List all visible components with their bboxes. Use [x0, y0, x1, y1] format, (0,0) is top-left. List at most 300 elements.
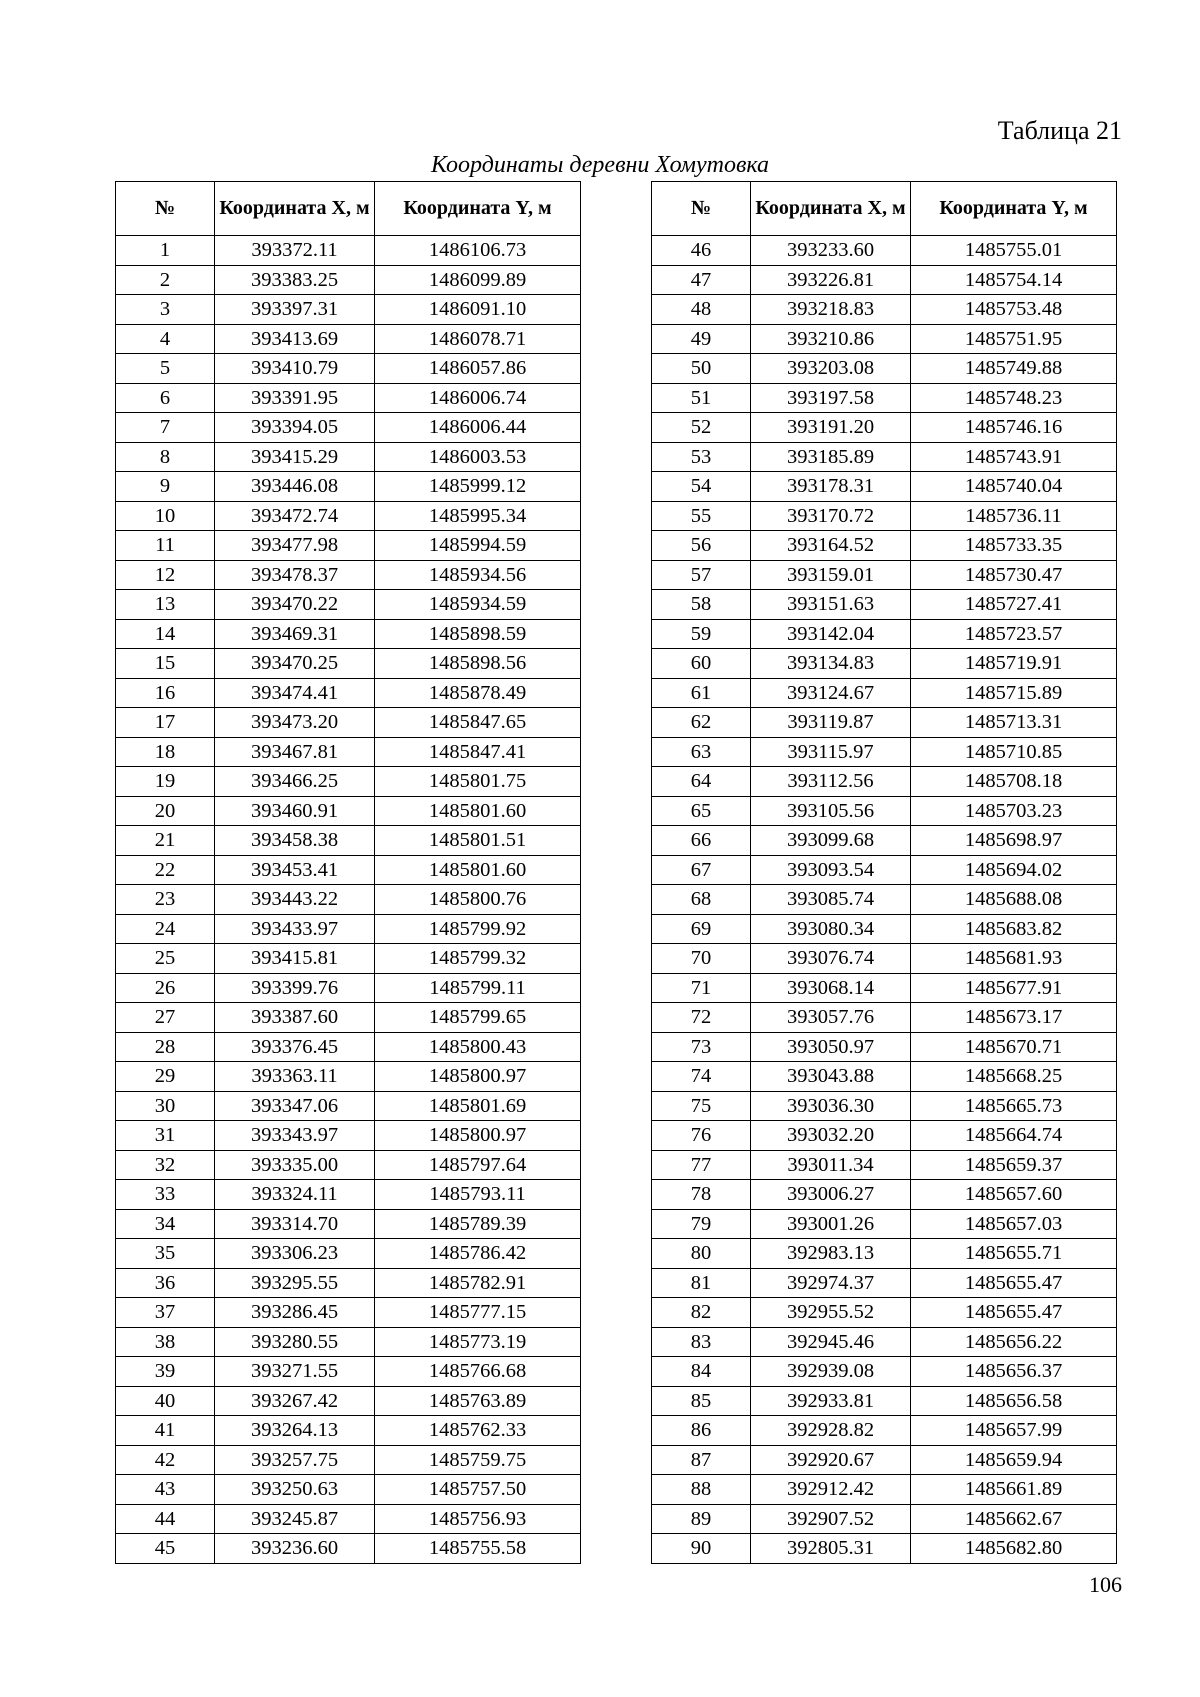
coordinate-y-cell: 1486006.44	[375, 413, 581, 443]
table-row	[116, 1298, 581, 1328]
point-number-cell: 25	[116, 944, 215, 974]
coordinate-y-cell: 1485797.64	[375, 1150, 581, 1180]
point-number-cell: 59	[652, 619, 751, 649]
coordinate-x-cell: 393466.25	[215, 767, 375, 797]
coordinate-y-cell: 1485659.37	[911, 1150, 1117, 1180]
point-number-cell: 66	[652, 826, 751, 856]
coordinate-y-cell: 1485736.11	[911, 501, 1117, 531]
table-row	[116, 1003, 581, 1033]
point-number-cell: 50	[652, 354, 751, 384]
table-row	[652, 767, 1117, 797]
point-number-cell: 36	[116, 1268, 215, 1298]
table-row	[652, 1416, 1117, 1446]
coordinate-x-cell: 393191.20	[751, 413, 911, 443]
point-number-cell: 2	[116, 265, 215, 295]
table-row	[652, 501, 1117, 531]
point-number-cell: 64	[652, 767, 751, 797]
point-number-cell: 48	[652, 295, 751, 325]
point-number-cell: 87	[652, 1445, 751, 1475]
point-number-cell: 43	[116, 1475, 215, 1505]
table-row	[652, 649, 1117, 679]
coordinate-x-cell: 392955.52	[751, 1298, 911, 1328]
point-number-cell: 89	[652, 1504, 751, 1534]
table-header-row	[116, 182, 581, 236]
table-row	[116, 708, 581, 738]
coordinate-y-cell: 1486091.10	[375, 295, 581, 325]
point-number-cell: 44	[116, 1504, 215, 1534]
table-row	[116, 1268, 581, 1298]
table-row	[652, 737, 1117, 767]
table-number: Таблица 21	[997, 116, 1122, 145]
coordinate-x-cell: 393178.31	[751, 472, 911, 502]
coordinate-x-cell: 393399.76	[215, 973, 375, 1003]
coordinate-x-cell: 393250.63	[215, 1475, 375, 1505]
coordinate-x-cell: 393458.38	[215, 826, 375, 856]
coordinate-y-cell: 1485681.93	[911, 944, 1117, 974]
coordinate-y-cell: 1485801.75	[375, 767, 581, 797]
coordinate-x-cell: 393453.41	[215, 855, 375, 885]
coordinate-y-cell: 1485655.71	[911, 1239, 1117, 1269]
point-number-cell: 1	[116, 236, 215, 266]
coordinate-x-cell: 393197.58	[751, 383, 911, 413]
table-row	[116, 1357, 581, 1387]
point-number-cell: 27	[116, 1003, 215, 1033]
coordinate-y-cell: 1485708.18	[911, 767, 1117, 797]
coordinate-x-cell: 393271.55	[215, 1357, 375, 1387]
coordinate-y-cell: 1485763.89	[375, 1386, 581, 1416]
point-number-cell: 47	[652, 265, 751, 295]
coordinate-y-cell: 1485740.04	[911, 472, 1117, 502]
coordinate-x-cell: 393151.63	[751, 590, 911, 620]
coordinate-y-cell: 1485801.69	[375, 1091, 581, 1121]
coordinate-x-cell: 393105.56	[751, 796, 911, 826]
coordinate-y-cell: 1485703.23	[911, 796, 1117, 826]
coordinate-x-cell: 393257.75	[215, 1445, 375, 1475]
table-row	[652, 236, 1117, 266]
coordinate-x-cell: 393267.42	[215, 1386, 375, 1416]
table-row	[652, 590, 1117, 620]
coordinate-y-cell: 1485677.91	[911, 973, 1117, 1003]
coordinate-x-cell: 393218.83	[751, 295, 911, 325]
table-row	[652, 1209, 1117, 1239]
point-number-cell: 16	[116, 678, 215, 708]
coordinate-x-cell: 393473.20	[215, 708, 375, 738]
table-row	[116, 1062, 581, 1092]
point-number-cell: 68	[652, 885, 751, 915]
coordinate-y-cell: 1485934.56	[375, 560, 581, 590]
point-number-cell: 42	[116, 1445, 215, 1475]
point-number-cell: 18	[116, 737, 215, 767]
coordinate-x-cell: 393080.34	[751, 914, 911, 944]
coordinate-y-cell: 1485661.89	[911, 1475, 1117, 1505]
column-header-y: Координата Y, м	[911, 182, 1117, 236]
point-number-cell: 69	[652, 914, 751, 944]
point-number-cell: 53	[652, 442, 751, 472]
coordinate-x-cell: 393050.97	[751, 1032, 911, 1062]
coordinate-y-cell: 1485673.17	[911, 1003, 1117, 1033]
coordinate-y-cell: 1485655.47	[911, 1268, 1117, 1298]
table-row	[652, 1504, 1117, 1534]
table-row	[652, 1003, 1117, 1033]
table-row	[652, 1150, 1117, 1180]
point-number-cell: 52	[652, 413, 751, 443]
point-number-cell: 26	[116, 973, 215, 1003]
coordinate-y-cell: 1485799.65	[375, 1003, 581, 1033]
coordinate-y-cell: 1485999.12	[375, 472, 581, 502]
coordinate-y-cell: 1485773.19	[375, 1327, 581, 1357]
point-number-cell: 38	[116, 1327, 215, 1357]
coordinate-y-cell: 1485777.15	[375, 1298, 581, 1328]
coordinate-x-cell: 393093.54	[751, 855, 911, 885]
coordinate-x-cell: 393134.83	[751, 649, 911, 679]
coordinate-x-cell: 393470.25	[215, 649, 375, 679]
coordinate-y-cell: 1486003.53	[375, 442, 581, 472]
table-row	[116, 265, 581, 295]
table-row	[116, 1091, 581, 1121]
point-number-cell: 35	[116, 1239, 215, 1269]
point-number-cell: 22	[116, 855, 215, 885]
coordinate-x-cell: 393415.29	[215, 442, 375, 472]
coordinate-y-cell: 1485799.11	[375, 973, 581, 1003]
coordinate-x-cell: 393099.68	[751, 826, 911, 856]
table-row	[116, 531, 581, 561]
point-number-cell: 34	[116, 1209, 215, 1239]
point-number-cell: 15	[116, 649, 215, 679]
column-header-number: №	[652, 182, 751, 236]
table-row	[116, 560, 581, 590]
coordinate-x-cell: 393057.76	[751, 1003, 911, 1033]
coordinate-y-cell: 1485655.47	[911, 1298, 1117, 1328]
point-number-cell: 19	[116, 767, 215, 797]
coordinate-y-cell: 1485657.99	[911, 1416, 1117, 1446]
point-number-cell: 71	[652, 973, 751, 1003]
point-number-cell: 31	[116, 1121, 215, 1151]
table-row	[652, 914, 1117, 944]
point-number-cell: 77	[652, 1150, 751, 1180]
table-row	[652, 383, 1117, 413]
coordinate-x-cell: 392939.08	[751, 1357, 911, 1387]
coordinate-x-cell: 393467.81	[215, 737, 375, 767]
coordinate-y-cell: 1485683.82	[911, 914, 1117, 944]
coordinate-y-cell: 1485799.32	[375, 944, 581, 974]
coordinate-x-cell: 393119.87	[751, 708, 911, 738]
table-row	[652, 560, 1117, 590]
table-row	[116, 383, 581, 413]
point-number-cell: 20	[116, 796, 215, 826]
coordinate-x-cell: 393142.04	[751, 619, 911, 649]
table-row	[116, 1121, 581, 1151]
point-number-cell: 56	[652, 531, 751, 561]
coordinate-y-cell: 1485898.59	[375, 619, 581, 649]
coordinate-y-cell: 1485698.97	[911, 826, 1117, 856]
coordinate-x-cell: 393443.22	[215, 885, 375, 915]
coordinates-table-right	[651, 181, 1117, 1564]
coordinate-y-cell: 1485746.16	[911, 413, 1117, 443]
point-number-cell: 55	[652, 501, 751, 531]
table-row	[116, 796, 581, 826]
table-row	[116, 855, 581, 885]
table-row	[116, 649, 581, 679]
coordinate-x-cell: 393391.95	[215, 383, 375, 413]
coordinate-y-cell: 1486057.86	[375, 354, 581, 384]
coordinate-y-cell: 1485682.80	[911, 1534, 1117, 1564]
coordinate-x-cell: 393043.88	[751, 1062, 911, 1092]
table-row	[652, 472, 1117, 502]
page-number: 106	[1089, 1572, 1122, 1597]
table-row	[652, 708, 1117, 738]
coordinate-x-cell: 393170.72	[751, 501, 911, 531]
coordinate-x-cell: 393159.01	[751, 560, 911, 590]
point-number-cell: 37	[116, 1298, 215, 1328]
coordinate-x-cell: 392933.81	[751, 1386, 911, 1416]
coordinate-y-cell: 1485656.37	[911, 1357, 1117, 1387]
coordinate-x-cell: 393343.97	[215, 1121, 375, 1151]
point-number-cell: 10	[116, 501, 215, 531]
point-number-cell: 14	[116, 619, 215, 649]
coordinate-x-cell: 393233.60	[751, 236, 911, 266]
coordinate-y-cell: 1485730.47	[911, 560, 1117, 590]
coordinate-x-cell: 393372.11	[215, 236, 375, 266]
point-number-cell: 12	[116, 560, 215, 590]
coordinate-x-cell: 393460.91	[215, 796, 375, 826]
table-row	[116, 1386, 581, 1416]
table-row	[116, 1209, 581, 1239]
table-row	[652, 1268, 1117, 1298]
coordinate-y-cell: 1485727.41	[911, 590, 1117, 620]
coordinate-x-cell: 393376.45	[215, 1032, 375, 1062]
point-number-cell: 88	[652, 1475, 751, 1505]
coordinate-x-cell: 392805.31	[751, 1534, 911, 1564]
coordinate-y-cell: 1485847.41	[375, 737, 581, 767]
point-number-cell: 58	[652, 590, 751, 620]
coordinate-y-cell: 1485748.23	[911, 383, 1117, 413]
coordinate-x-cell: 393410.79	[215, 354, 375, 384]
table-row	[652, 1475, 1117, 1505]
coordinate-y-cell: 1485800.76	[375, 885, 581, 915]
table-row	[116, 914, 581, 944]
coordinate-y-cell: 1485755.01	[911, 236, 1117, 266]
table-row	[652, 1121, 1117, 1151]
column-header-x: Координата X, м	[751, 182, 911, 236]
coordinate-x-cell: 393011.34	[751, 1150, 911, 1180]
coordinate-y-cell: 1485766.68	[375, 1357, 581, 1387]
point-number-cell: 41	[116, 1416, 215, 1446]
table-row	[652, 1327, 1117, 1357]
coordinate-x-cell: 393415.81	[215, 944, 375, 974]
coordinate-y-cell: 1485664.74	[911, 1121, 1117, 1151]
table-row	[116, 619, 581, 649]
coordinate-y-cell: 1485665.73	[911, 1091, 1117, 1121]
coordinate-x-cell: 392974.37	[751, 1268, 911, 1298]
point-number-cell: 17	[116, 708, 215, 738]
point-number-cell: 33	[116, 1180, 215, 1210]
coordinate-y-cell: 1485719.91	[911, 649, 1117, 679]
point-number-cell: 70	[652, 944, 751, 974]
point-number-cell: 72	[652, 1003, 751, 1033]
table-row	[116, 973, 581, 1003]
point-number-cell: 29	[116, 1062, 215, 1092]
table-row	[116, 1504, 581, 1534]
table-row	[652, 826, 1117, 856]
point-number-cell: 23	[116, 885, 215, 915]
coordinate-y-cell: 1485668.25	[911, 1062, 1117, 1092]
table-row	[652, 1062, 1117, 1092]
point-number-cell: 46	[652, 236, 751, 266]
point-number-cell: 32	[116, 1150, 215, 1180]
coordinate-x-cell: 392945.46	[751, 1327, 911, 1357]
coordinate-y-cell: 1485657.60	[911, 1180, 1117, 1210]
coordinate-x-cell: 393324.11	[215, 1180, 375, 1210]
coordinate-y-cell: 1485995.34	[375, 501, 581, 531]
table-row	[116, 590, 581, 620]
point-number-cell: 6	[116, 383, 215, 413]
coordinate-x-cell: 393001.26	[751, 1209, 911, 1239]
coordinate-y-cell: 1485751.95	[911, 324, 1117, 354]
table-row	[116, 236, 581, 266]
coordinate-x-cell: 393236.60	[215, 1534, 375, 1564]
point-number-cell: 49	[652, 324, 751, 354]
coordinate-x-cell: 393280.55	[215, 1327, 375, 1357]
coordinate-x-cell: 393387.60	[215, 1003, 375, 1033]
coordinate-x-cell: 393264.13	[215, 1416, 375, 1446]
table-row	[652, 354, 1117, 384]
table-row	[116, 1445, 581, 1475]
coordinate-y-cell: 1485800.97	[375, 1062, 581, 1092]
table-row	[652, 796, 1117, 826]
point-number-cell: 60	[652, 649, 751, 679]
point-number-cell: 3	[116, 295, 215, 325]
table-row	[652, 1239, 1117, 1269]
point-number-cell: 40	[116, 1386, 215, 1416]
point-number-cell: 81	[652, 1268, 751, 1298]
table-row	[652, 265, 1117, 295]
table-body-left	[116, 236, 581, 1564]
table-caption: Координаты деревни Хомутовка	[430, 152, 769, 178]
point-number-cell: 5	[116, 354, 215, 384]
coordinate-y-cell: 1485694.02	[911, 855, 1117, 885]
coordinate-x-cell: 393470.22	[215, 590, 375, 620]
coordinate-x-cell: 393032.20	[751, 1121, 911, 1151]
table-row	[652, 1091, 1117, 1121]
coordinate-y-cell: 1485793.11	[375, 1180, 581, 1210]
point-number-cell: 28	[116, 1032, 215, 1062]
coordinate-x-cell: 393112.56	[751, 767, 911, 797]
table-row	[116, 324, 581, 354]
coordinate-x-cell: 393068.14	[751, 973, 911, 1003]
coordinate-x-cell: 392928.82	[751, 1416, 911, 1446]
table-row	[116, 442, 581, 472]
coordinate-x-cell: 393006.27	[751, 1180, 911, 1210]
table-row	[652, 531, 1117, 561]
coordinate-y-cell: 1485715.89	[911, 678, 1117, 708]
table-row	[652, 678, 1117, 708]
coordinate-y-cell: 1485756.93	[375, 1504, 581, 1534]
point-number-cell: 67	[652, 855, 751, 885]
point-number-cell: 45	[116, 1534, 215, 1564]
coordinate-y-cell: 1485801.51	[375, 826, 581, 856]
coordinate-x-cell: 393203.08	[751, 354, 911, 384]
coordinate-x-cell: 393295.55	[215, 1268, 375, 1298]
table-row	[652, 944, 1117, 974]
point-number-cell: 85	[652, 1386, 751, 1416]
point-number-cell: 51	[652, 383, 751, 413]
coordinate-y-cell: 1485749.88	[911, 354, 1117, 384]
table-row	[116, 678, 581, 708]
coordinate-y-cell: 1485713.31	[911, 708, 1117, 738]
coordinate-y-cell: 1485847.65	[375, 708, 581, 738]
column-header-y: Координата Y, м	[375, 182, 581, 236]
point-number-cell: 13	[116, 590, 215, 620]
coordinate-y-cell: 1485799.92	[375, 914, 581, 944]
point-number-cell: 63	[652, 737, 751, 767]
coordinate-x-cell: 393245.87	[215, 1504, 375, 1534]
table-row	[652, 295, 1117, 325]
coordinate-x-cell: 393164.52	[751, 531, 911, 561]
point-number-cell: 73	[652, 1032, 751, 1062]
coordinate-y-cell: 1485670.71	[911, 1032, 1117, 1062]
coordinate-x-cell: 393085.74	[751, 885, 911, 915]
table-row	[652, 1534, 1117, 1564]
table-row	[652, 413, 1117, 443]
coordinate-x-cell: 393185.89	[751, 442, 911, 472]
point-number-cell: 65	[652, 796, 751, 826]
table-row	[652, 1032, 1117, 1062]
coordinate-x-cell: 392912.42	[751, 1475, 911, 1505]
coordinate-y-cell: 1485898.56	[375, 649, 581, 679]
table-row	[116, 1534, 581, 1564]
coordinate-y-cell: 1485800.97	[375, 1121, 581, 1151]
coordinate-y-cell: 1485801.60	[375, 796, 581, 826]
coordinate-x-cell: 392920.67	[751, 1445, 911, 1475]
table-row	[116, 354, 581, 384]
coordinate-x-cell: 393478.37	[215, 560, 375, 590]
coordinate-x-cell: 393363.11	[215, 1062, 375, 1092]
point-number-cell: 11	[116, 531, 215, 561]
coordinate-y-cell: 1485662.67	[911, 1504, 1117, 1534]
coordinate-x-cell: 393394.05	[215, 413, 375, 443]
coordinate-x-cell: 393286.45	[215, 1298, 375, 1328]
point-number-cell: 4	[116, 324, 215, 354]
coordinate-y-cell: 1485759.75	[375, 1445, 581, 1475]
point-number-cell: 80	[652, 1239, 751, 1269]
coordinate-y-cell: 1485688.08	[911, 885, 1117, 915]
coordinate-y-cell: 1485733.35	[911, 531, 1117, 561]
coordinate-x-cell: 393036.30	[751, 1091, 911, 1121]
coordinate-x-cell: 393347.06	[215, 1091, 375, 1121]
coordinate-y-cell: 1485754.14	[911, 265, 1117, 295]
coordinate-y-cell: 1486078.71	[375, 324, 581, 354]
point-number-cell: 21	[116, 826, 215, 856]
coordinate-x-cell: 393124.67	[751, 678, 911, 708]
table-row	[652, 324, 1117, 354]
coordinate-y-cell: 1485757.50	[375, 1475, 581, 1505]
table-row	[652, 1180, 1117, 1210]
coordinate-y-cell: 1485753.48	[911, 295, 1117, 325]
coordinate-x-cell: 393477.98	[215, 531, 375, 561]
coordinate-x-cell: 393314.70	[215, 1209, 375, 1239]
coordinate-y-cell: 1485800.43	[375, 1032, 581, 1062]
point-number-cell: 30	[116, 1091, 215, 1121]
point-number-cell: 24	[116, 914, 215, 944]
point-number-cell: 84	[652, 1357, 751, 1387]
coordinate-x-cell: 393383.25	[215, 265, 375, 295]
coordinate-x-cell: 392907.52	[751, 1504, 911, 1534]
coordinate-x-cell: 393115.97	[751, 737, 911, 767]
point-number-cell: 39	[116, 1357, 215, 1387]
coordinate-y-cell: 1485786.42	[375, 1239, 581, 1269]
table-row	[116, 826, 581, 856]
coordinate-y-cell: 1485801.60	[375, 855, 581, 885]
